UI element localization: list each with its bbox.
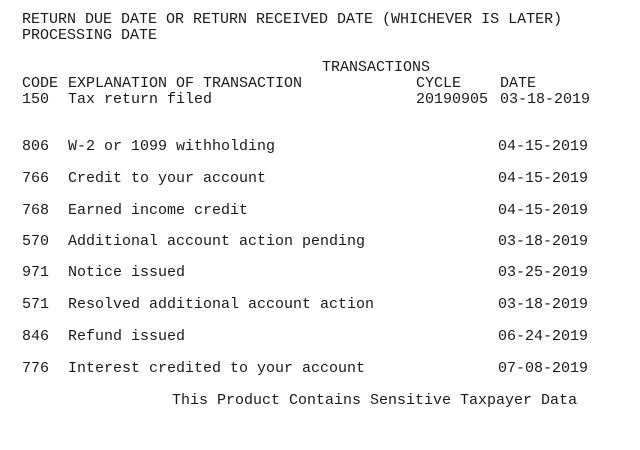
transaction-date: 03-18-2019: [500, 91, 591, 108]
transaction-code: 766: [22, 170, 50, 187]
transaction-date: 04-15-2019: [498, 138, 589, 155]
transaction-explanation: Interest credited to your account: [68, 360, 366, 377]
transaction-code: 776: [22, 360, 50, 377]
header-line-processing-date: PROCESSING DATE: [22, 27, 158, 44]
transaction-date: 03-25-2019: [498, 264, 589, 281]
header-line-return-due-date: RETURN DUE DATE OR RETURN RECEIVED DATE (WHICHEVER IS LATER): [22, 11, 563, 28]
transaction-explanation: Notice issued: [68, 264, 186, 281]
transaction-cycle: 20190905: [416, 91, 489, 108]
transaction-explanation: Additional account action pending: [68, 233, 366, 250]
transaction-explanation: Refund issued: [68, 328, 186, 345]
column-header-date: DATE: [500, 75, 537, 92]
transaction-code: 846: [22, 328, 50, 345]
transaction-date: 06-24-2019: [498, 328, 589, 345]
transaction-explanation: Resolved additional account action: [68, 296, 375, 313]
transaction-code: 150: [22, 91, 50, 108]
transaction-explanation: Credit to your account: [68, 170, 267, 187]
transaction-date: 03-18-2019: [498, 233, 589, 250]
transaction-explanation: Earned income credit: [68, 202, 249, 219]
transaction-code: 571: [22, 296, 50, 313]
transaction-code: 570: [22, 233, 50, 250]
transaction-code: 806: [22, 138, 50, 155]
sensitive-data-footer: This Product Contains Sensitive Taxpayer Data: [172, 392, 578, 409]
column-header-explanation: EXPLANATION OF TRANSACTION: [68, 75, 303, 92]
transaction-date: 04-15-2019: [498, 202, 589, 219]
transaction-code: 971: [22, 264, 50, 281]
section-title-transactions: TRANSACTIONS: [322, 59, 431, 76]
column-header-cycle: CYCLE: [416, 75, 462, 92]
transaction-explanation: Tax return filed: [68, 91, 213, 108]
transaction-code: 768: [22, 202, 50, 219]
transaction-explanation: W-2 or 1099 withholding: [68, 138, 276, 155]
transaction-date: 07-08-2019: [498, 360, 589, 377]
transaction-date: 04-15-2019: [498, 170, 589, 187]
transaction-date: 03-18-2019: [498, 296, 589, 313]
column-header-code: CODE: [22, 75, 59, 92]
